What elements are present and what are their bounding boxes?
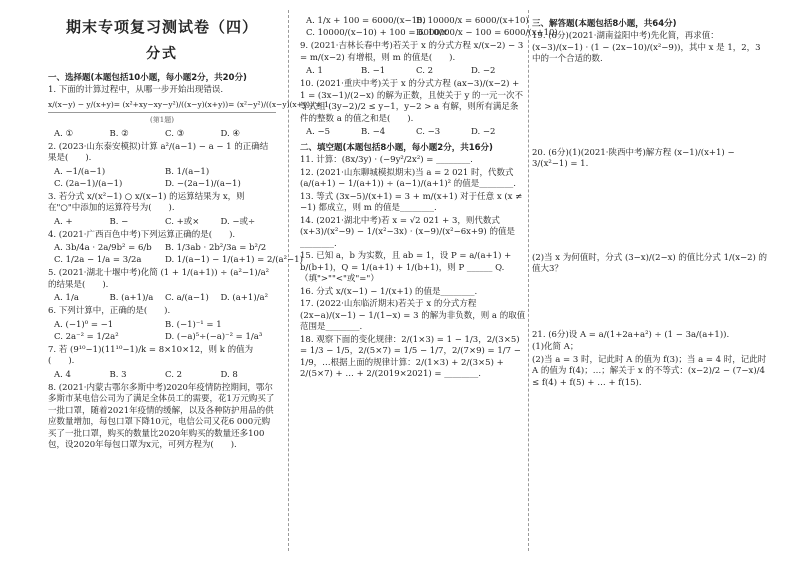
option-d: D. ④ <box>220 128 241 139</box>
option-d: D. −或÷ <box>220 216 256 227</box>
option-d: D. (a+1)/a² <box>220 293 268 303</box>
question-21-part-1: (1)化简 A； <box>532 342 579 352</box>
question-4: 4. (2021·广西百色中考)下列运算正确的是( ). <box>48 229 236 240</box>
option-c: C. 1/2a − 1/a = 3/2a <box>54 255 142 265</box>
option-a: A. 3b/4a · 2a/9b² = 6/b <box>54 243 152 253</box>
question-8: 8. (2021·内蒙古鄂尔多斯中考)2020年疫情防控期间，鄂尔多斯市某电信公司为了满足全体员工的需要，花1万元购买了一批口罩，随着2021年疫情的缓解，以及各种防护用品的供应数量增加，每包口罩下降10元，电信公司又花6 000元购买了一批口罩，购买的数量比2020年购买的数量还多100包，设2020年每包口罩为x元，可列方程为( ). <box>48 382 275 450</box>
option-a: A. (−1)⁰ = −1 <box>54 319 114 330</box>
option-a: A. −1/(a−1) <box>54 166 106 177</box>
question-15: 15. 已知 a，b 为实数，且 ab = 1，设 P = a/(a+1) + b/(b+1)，Q = 1/(a+1) + 1/(b+1)，则 P ______ Q.（填">""<"或"="） <box>300 251 512 284</box>
question-1: 1. 下面的计算过程中，从哪一步开始出现错误. <box>48 85 224 95</box>
page-title: 期末专项复习测试卷（四） <box>65 18 258 36</box>
option-a: A. ① <box>54 128 74 139</box>
option-d: D. −2 <box>471 127 496 137</box>
question-5: 5. (2021·湖北十堰中考)化简 (1 + 1/(a+1)) ÷ (a²−1)/a² 的结果是( ). <box>48 268 270 290</box>
option-b: B. (a+1)/a <box>109 293 154 303</box>
answer-space <box>532 172 768 252</box>
question-2: 2. (2023·山东泰安模拟)计算 a²/(a−1) − a − 1 的正确结果是( ). <box>48 141 269 163</box>
option-c: C. 2 <box>165 369 183 380</box>
question-9: 9. (2021·吉林长春中考)若关于 x 的分式方程 x/(x−2) − 3 = m/(x−2) 有增根，则 m 的值是( ). <box>300 41 524 63</box>
option-a: A. −5 <box>306 127 331 137</box>
option-c: C. a/(a−1) <box>165 293 209 303</box>
option-d: D. 8 <box>220 369 238 380</box>
option-d: D. −(2a−1)/(a−1) <box>165 178 241 189</box>
section-heading: 二、填空题(本题包括8小题，每小题2分，共16分) <box>300 143 493 153</box>
question-5-options <box>54 292 276 304</box>
question-21: 21. (6分)设 A = a/(1+2a+a²) ÷ (1 − 3a/(a+1)). <box>532 329 730 340</box>
question-12: 12. (2021·山东聊城模拟期末)当 a = 2 021 时，代数式 (a/(a+1) − 1/(a+1)) ÷ (a−1)/(a+1)² 的值是________. <box>300 167 516 189</box>
option-b: B. −1 <box>361 66 386 76</box>
option-a: A. 1 <box>306 66 323 76</box>
question-20: 20. (6分)(1)(2021·陕西中考)解方程 (x−1)/(x+1) − 3/(x²−1) = 1. <box>532 147 735 169</box>
option-c: C. 10000/(x−10) + 100 = 6000/x <box>306 28 448 38</box>
question-6: 6. 下列计算中，正确的是( ). <box>48 306 171 316</box>
column-right <box>532 14 768 555</box>
question-1-steps <box>48 99 329 113</box>
section-heading: 一、选择题(本题包括10小题，每小题2分，共20分) <box>48 73 247 83</box>
question-4-options <box>54 242 303 266</box>
step-1: x/(x−y) − y/(x+y) <box>48 99 114 109</box>
section-heading: 三、解答题(本题包括8小题，共64分) <box>532 19 677 29</box>
column-divider <box>528 10 529 551</box>
question-21-part-2: (2)当 a = 3 时，记此时 A 的值为 f(3)；当 a = 4 时，记此时 A 的值为 f(4)；…；解关于 x 的不等式：(x−2)/2 − (7−x)/4 ≤ f(4) + f(5) + … + f(15). <box>532 354 767 388</box>
question-18: 18. 观察下面的变化规律：2/(1×3) = 1 − 1/3，2/(3×5) = 1/3 − 1/5，2/(5×7) = 1/5 − 1/7，2/(7×9) = 1/7 − 1/9，…根据上面的规律计算：2/(1×3) + 2/(3×5) + 2/(5×7) + … + 2/(2019×2021) = ________. <box>300 334 521 379</box>
figure-caption: (第1题) <box>150 115 174 124</box>
option-b: B. (−1)⁻¹ = 1 <box>165 319 222 330</box>
question-10-options <box>306 126 526 138</box>
option-d: D. (−a)⁵÷(−a)⁻² = 1/a³ <box>165 331 263 342</box>
column-left <box>48 14 329 555</box>
option-c: C. +或× <box>165 216 200 227</box>
option-a: A. 1/a <box>54 293 79 303</box>
option-a: A. + <box>54 216 73 227</box>
option-c: C. ③ <box>165 128 185 139</box>
question-6-options <box>54 319 276 343</box>
option-a: A. 4 <box>54 369 71 380</box>
question-10: 10. (2021·重庆中考)关于 x 的分式方程 (ax−3)/(x−2) + 1 = (3x−1)/(2−x) 的解为正数，且使关于 y 的一元一次不等式组 (3y−2)/2 ≤ y−1，y−2 > a 有解，则所有满足条件的整数 a 的值之和是( ). <box>300 79 524 124</box>
answer-space <box>532 277 768 329</box>
question-1-options <box>54 128 276 140</box>
question-8-options <box>306 15 558 39</box>
option-d: D. 1/(a−1) − 1/(a+1) = 2/(a²−1) <box>165 255 303 265</box>
step-3: = (x²−y²)/((x−y)(x+y)) = 1 <box>228 99 329 109</box>
question-11: 11. 计算：(8x/3y) · (−9y²/2x²) = ________. <box>300 155 473 165</box>
step-2: = (x²+xy−xy−y²)/((x−y)(x+y)) <box>113 99 229 109</box>
option-b: B. 3 <box>109 369 127 380</box>
page-subtitle: 分式 <box>146 46 178 62</box>
option-a: A. 1/x + 100 = 6000/(x−10) <box>306 16 426 26</box>
column-divider <box>288 10 289 551</box>
option-b: B. 1/(a−1) <box>165 166 210 177</box>
option-c: C. 2a⁻² = 1/2a² <box>54 331 119 342</box>
question-9-options <box>306 65 526 77</box>
question-16: 16. 分式 x/(x−1) − 1/(x+1) 的值是________. <box>300 286 478 297</box>
option-d: D. −2 <box>471 66 496 76</box>
option-b: B. − <box>109 216 129 227</box>
option-b: B. ② <box>109 128 129 139</box>
question-20-part-2: (2)当 x 为何值时，分式 (3−x)/(2−x) 的值比分式 1/(x−2) 的值大3？ <box>532 252 768 274</box>
question-7: 7. 若 (9¹⁰−1)(11¹⁰−1)/k = 8×10×12，则 k 的值为( ). <box>48 344 254 366</box>
option-c: C. 2 <box>416 66 434 76</box>
question-13: 13. 等式 (3x−5)/(x+1) = 3 + m/(x+1) 对于任意 x (x ≠ −1) 都成立，则 m 的值是________. <box>300 191 523 213</box>
option-c: C. (2a−1)/(a−1) <box>54 178 123 189</box>
question-2-options <box>54 166 276 190</box>
option-c: C. −3 <box>416 127 441 137</box>
question-3: 3. 若分式 x/(x²−1) ○ x/(x−1) 的运算结果为 x，则在"○"中添加的运算符号为( ). <box>48 191 245 213</box>
option-b: B. 1/3ab · 2b²/3a = b²/2 <box>165 243 267 253</box>
option-d: D. 10000/x − 100 = 6000/(x+10) <box>416 28 558 38</box>
question-3-options <box>54 216 276 228</box>
question-14: 14. (2021·湖北中考)若 x = √2 021 + 3，则代数式 (x+3)/(x²−9) − 1/(x²−3x) · (x−9)/(x²−6x+9) 的值是________. <box>300 215 515 249</box>
question-19: 19. (6分)(2021·湖南益阳中考)先化简，再求值：(x−3)/(x−1) · (1 − (2x−10)/(x²−9))，其中 x 是 1，2，3 中的一个合适的数. <box>532 31 761 64</box>
question-7-options <box>54 369 276 381</box>
answer-space <box>532 67 768 147</box>
option-b: B. 10000/x = 6000/(x+10) <box>416 16 529 26</box>
option-b: B. −4 <box>361 127 386 137</box>
question-17: 17. (2022·山东临沂期末)若关于 x 的分式方程 (2x−a)/(x−1) − 1/(1−x) = 3 的解为非负数，则 a 的取值范围是________. <box>300 299 526 332</box>
